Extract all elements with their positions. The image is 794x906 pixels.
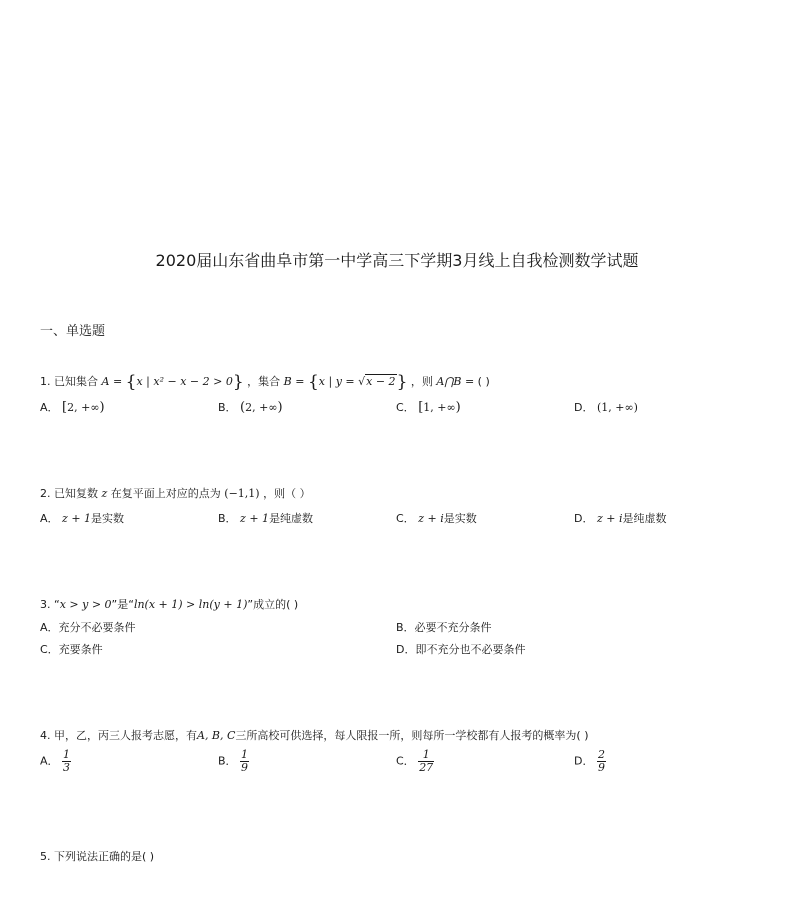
question-5: 5. 下列说法正确的是( ): [40, 850, 155, 863]
option-c[interactable]: C．充要条件: [40, 643, 103, 656]
question-3: 3. “x > y > 0”是“ln(x + 1) > ln(y + 1)”成立的( ): [40, 598, 299, 611]
option-c[interactable]: C． z + i是实数: [396, 512, 477, 525]
option-d[interactable]: D． z + i是纯虚数: [574, 512, 667, 525]
question-number: 2.: [40, 487, 51, 500]
option-b[interactable]: B． (2, +∞): [218, 400, 283, 415]
option-c[interactable]: C． [1, +∞): [396, 400, 461, 415]
question-number: 5.: [40, 850, 51, 863]
option-a[interactable]: A．充分不必要条件: [40, 621, 136, 634]
option-c[interactable]: C． $\frac{1}{27}$: [396, 748, 434, 774]
option-a[interactable]: A． z + 1是实数: [40, 512, 125, 525]
option-a[interactable]: A． $\frac{1}{3}$: [40, 748, 71, 774]
fraction: $\frac{2}{9}$: [597, 748, 605, 774]
option-d[interactable]: D． (1, +∞): [574, 401, 638, 414]
question-1: 1. 已知集合 A = {x | x² − x − 2 > 0} ，集合 B = {x | y = √x − 2} ，则 A⋂B = ( ): [40, 372, 490, 392]
fraction: $\frac{1}{3}$: [63, 748, 71, 774]
option-b[interactable]: B． z + 1是纯虚数: [218, 512, 314, 525]
option-d[interactable]: D．即不充分也不必要条件: [396, 643, 526, 656]
question-number: 1.: [40, 375, 51, 388]
fraction: $\frac{1}{9}$: [241, 748, 249, 774]
page-title: 2020届山东省曲阜市第一中学高三下学期3月线上自我检测数学试题: [155, 251, 639, 270]
option-a[interactable]: A． [2, +∞): [40, 400, 105, 415]
section-heading: 一、单选题: [40, 324, 106, 339]
option-b[interactable]: B． $\frac{1}{9}$: [218, 748, 249, 774]
question-2: 2. 已知复数 z 在复平面上对应的点为 (−1,1) ，则（ ）: [40, 487, 311, 500]
question-number: 4.: [40, 729, 51, 742]
question-4: 4. 甲，乙，丙三人报考志愿，有A, B, C三所高校可供选择，每人限报一所，则每所一学校都有人报考的概率为( ): [40, 729, 589, 742]
question-number: 3.: [40, 598, 51, 611]
option-b[interactable]: B．必要不充分条件: [396, 621, 492, 634]
option-d[interactable]: D． $\frac{2}{9}$: [574, 748, 605, 774]
fraction: $\frac{1}{27}$: [419, 748, 434, 774]
